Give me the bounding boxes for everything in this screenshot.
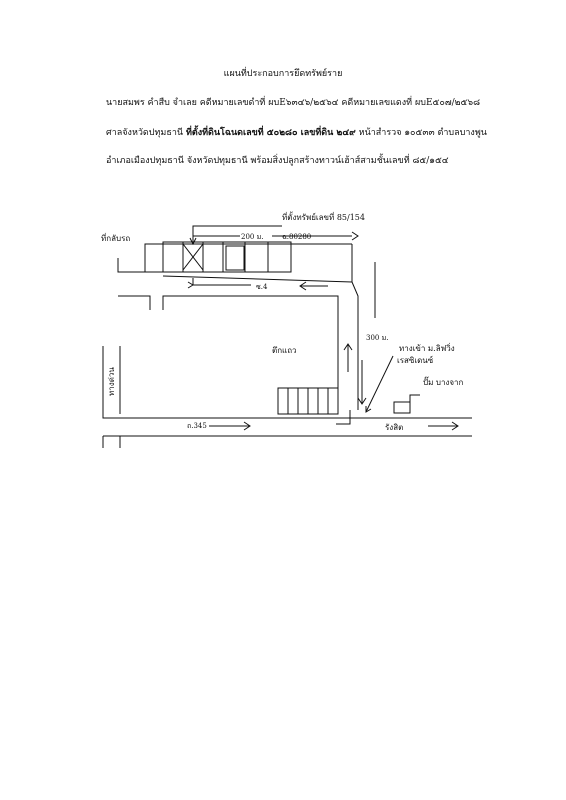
tiwanon-road-label: ทางด่วน bbox=[107, 367, 116, 396]
gas-station-box bbox=[394, 402, 410, 413]
restaurant-label: เรสซิเดนซ์ bbox=[397, 356, 434, 365]
loop-road-outer bbox=[163, 296, 338, 410]
target-house-marker bbox=[183, 244, 203, 270]
gas-station-label: ปั๊ม บางจาก bbox=[423, 378, 464, 387]
soi-pointer-arrow bbox=[188, 282, 193, 288]
deed-text: ที่ตั้งที่ดินโฉนดเลขที่ ๕๐๒๘๐ เลขที่ดิน ๒๔๙ bbox=[185, 128, 356, 138]
turnaround-label: ที่กลับรถ bbox=[101, 234, 131, 243]
soi-road-top-edge bbox=[118, 244, 352, 272]
entrance-label: ทางเข้า ม.ลิฟวิ่ง bbox=[399, 344, 455, 353]
court-text: ศาลจังหวัดปทุมธานี bbox=[106, 128, 184, 138]
entrance-pointer-line bbox=[366, 356, 393, 412]
connector-road-left bbox=[352, 282, 358, 410]
distance-200-arrow bbox=[352, 232, 358, 240]
plot-label: ฉ.80280 bbox=[282, 233, 312, 241]
district-line: อำเภอเมืองปทุมธานี จังหวัดปทุมธานี พร้อมสิ่งปลูกสร้างทาวน์เฮ้าส์สามชั้นเลขที่ ๘๕/๑๕๔ bbox=[106, 156, 449, 166]
main-road-label: ถ.345 bbox=[187, 422, 207, 430]
document-title: แผนที่ประกอบการยึดทรัพย์ราย bbox=[223, 69, 343, 79]
shophouse-label: ตึกแถว bbox=[272, 346, 297, 355]
distance-300-label: 300 ม. bbox=[366, 334, 389, 342]
distance-200-label: 200 ม. bbox=[241, 233, 264, 241]
soi-pointer-line bbox=[193, 278, 251, 285]
property-label: ที่ตั้งทรัพย์เลขที่ 85/154 bbox=[282, 213, 365, 222]
case-line: นายสมพร คำสืบ จำเลย คดีหมายเลขดำที่ ผบE๖๓๔๖/๒๕๖๔ คดีหมายเลขแดงที่ ผบE๕๐๗/๒๕๖๘ bbox=[106, 98, 481, 108]
survey-text: หน้าสำรวจ ๑๐๕๓๓ ตำบลบางพูน bbox=[358, 128, 487, 138]
shophouse-row bbox=[278, 388, 338, 414]
soi-label: ซ.4 bbox=[256, 283, 268, 291]
property-pointer-line bbox=[193, 226, 282, 244]
townhouse-row bbox=[163, 242, 291, 272]
soi-road-bottom-edge bbox=[163, 276, 352, 282]
gas-station-pointer bbox=[410, 395, 420, 402]
main-road-top-edge bbox=[103, 346, 362, 418]
main-road-bottom-left bbox=[103, 436, 120, 448]
loop-road-left-stub bbox=[118, 296, 150, 310]
rangsit-label: รังสิต bbox=[385, 423, 404, 432]
